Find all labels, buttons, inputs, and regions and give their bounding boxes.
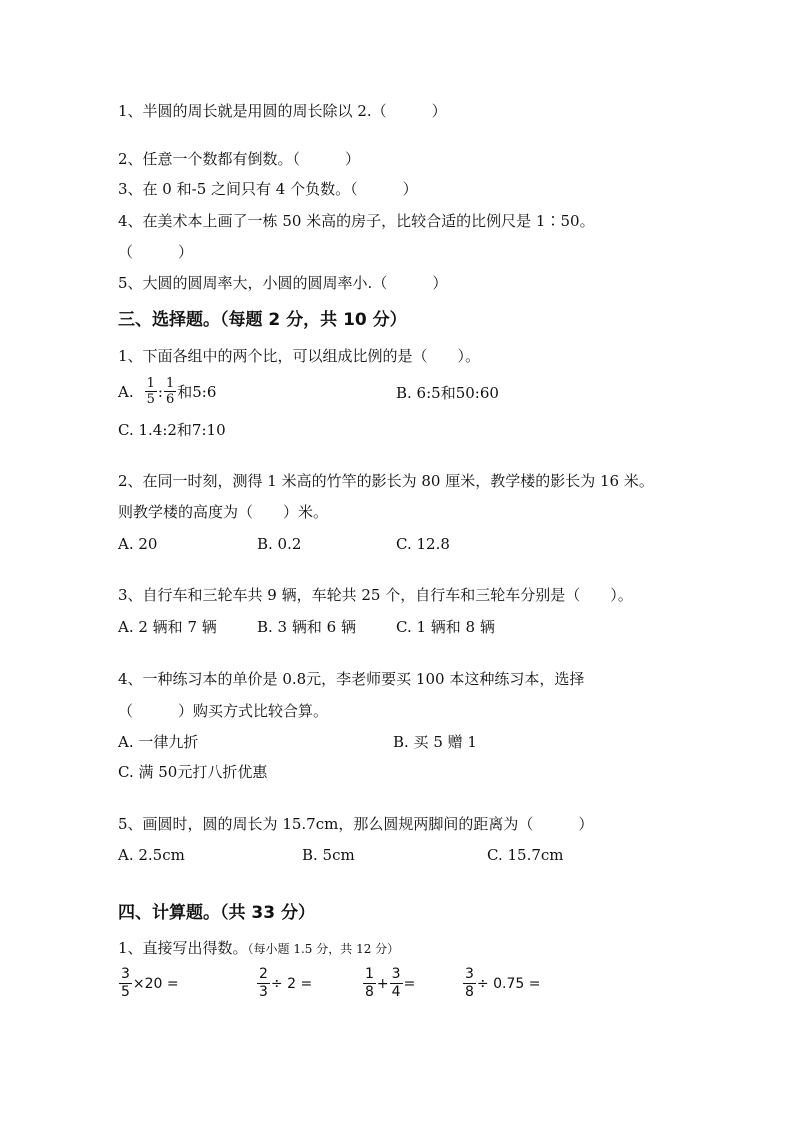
choice-question-2-stem-line1: 2、在同一时刻，测得 1 米高的竹竿的影长为 80 厘米，教学楼的影长为 16 米。 — [118, 472, 654, 490]
judge-question-5: 5、大圆的圆周率大，小圆的圆周率小.（ ） — [118, 274, 448, 292]
choice-question-3-option-a: A. 2 辆和 7 辆 — [118, 618, 217, 636]
judge-question-1: 1、半圆的周长就是用圆的周长除以 2.（ ） — [118, 102, 447, 120]
choice-question-3-stem: 3、自行车和三轮车共 9 辆，车轮共 25 个，自行车和三轮车分别是（ ）。 — [118, 586, 633, 604]
choice-question-2-option-a: A. 20 — [118, 535, 158, 553]
judge-question-4: 4、在美术本上画了一栋 50 米高的房子，比较合适的比例尺是 1∶50。 — [118, 212, 595, 230]
fraction — [463, 966, 476, 1001]
expression-rest: ×20 = — [132, 975, 179, 992]
choice-question-4-stem-line2: （ ）购买方式比较合算。 — [118, 702, 329, 720]
choice-question-3-option-c: C. 1 辆和 8 辆 — [396, 618, 495, 636]
fraction-numerator: 1 — [365, 966, 374, 982]
fraction-numerator: 2 — [259, 966, 268, 982]
fraction-denominator: 5 — [121, 984, 130, 1000]
fraction — [390, 966, 403, 1001]
choice-question-2-stem-line2: 则教学楼的高度为（ ）米。 — [118, 503, 329, 521]
choice-question-1-option-a — [118, 376, 216, 407]
judge-question-3: 3、在 0 和-5 之间只有 4 个负数。（ ） — [118, 180, 418, 198]
choice-question-2-option-b: B. 0.2 — [257, 535, 302, 553]
judge-question-4-blank: （ ） — [118, 243, 194, 261]
choice-question-5-stem: 5、画圆时，圆的周长为 15.7cm，那么圆规两脚间的距离为（ ） — [118, 815, 594, 833]
fraction — [164, 376, 176, 407]
choice-question-1-option-b: B. 6:5和50:60 — [396, 384, 499, 402]
fraction-numerator: 1 — [146, 376, 155, 391]
calc-expression-4 — [462, 966, 540, 1001]
choice-question-5-option-b: B. 5cm — [302, 846, 355, 864]
fraction — [145, 376, 157, 407]
fraction-numerator: 3 — [391, 966, 401, 982]
choice-question-5-option-a: A. 2.5cm — [118, 846, 185, 864]
fraction-numerator: 1 — [165, 376, 175, 391]
fraction-denominator: 6 — [165, 392, 175, 407]
choice-question-4-option-b: B. 买 5 赠 1 — [393, 733, 477, 751]
calc-expression-2 — [256, 966, 312, 1001]
choice-question-4-option-a: A. 一律九折 — [118, 733, 199, 751]
judge-question-2: 2、任意一个数都有倒数。（ ） — [118, 150, 361, 168]
expression-rest: ÷ 2 = — [270, 975, 313, 992]
choice-question-4-option-c: C. 满 50元打八折优惠 — [118, 763, 268, 781]
fraction-denominator: 8 — [365, 984, 374, 1000]
fraction-denominator: 4 — [391, 984, 401, 1000]
fraction-denominator: 5 — [146, 392, 155, 407]
calc-question-1-text: 1、直接写出得数。 — [118, 939, 248, 957]
expression-rest: = — [403, 975, 416, 992]
fraction — [257, 966, 270, 1001]
choice-question-4-stem-line1: 4、一种练习本的单价是 0.8元，李老师要买 100 本这种练习本，选择 — [118, 670, 585, 688]
option-text: 和5:6 — [177, 383, 217, 401]
choice-question-1-stem: 1、下面各组中的两个比，可以组成比例的是（ ）。 — [118, 347, 481, 365]
ratio-colon: : — [157, 382, 163, 401]
choice-question-2-option-c: C. 12.8 — [396, 535, 450, 553]
choice-question-1-option-c: C. 1.4:2和7:10 — [118, 421, 226, 439]
option-label: A. — [118, 382, 134, 401]
calc-question-1-stem — [118, 938, 399, 959]
fraction-denominator: 3 — [259, 984, 268, 1000]
section-heading-calculation: 四、计算题。（共 33 分） — [118, 903, 315, 923]
fraction — [119, 966, 132, 1001]
choice-question-3-option-b: B. 3 辆和 6 辆 — [257, 618, 356, 636]
fraction-denominator: 8 — [465, 984, 474, 1000]
fraction-numerator: 3 — [465, 966, 474, 982]
calc-question-1-note: （每小题 1.5 分，共 12 分） — [247, 942, 400, 956]
fraction — [363, 966, 376, 1001]
plus-operator: + — [376, 975, 389, 992]
section-heading-choice: 三、选择题。（每题 2 分，共 10 分） — [118, 310, 407, 330]
fraction-numerator: 3 — [121, 966, 130, 982]
calc-expression-3 — [362, 966, 415, 1001]
choice-question-5-option-c: C. 15.7cm — [487, 846, 564, 864]
expression-rest: ÷ 0.75 = — [476, 975, 541, 992]
calc-expression-1 — [118, 966, 179, 1001]
